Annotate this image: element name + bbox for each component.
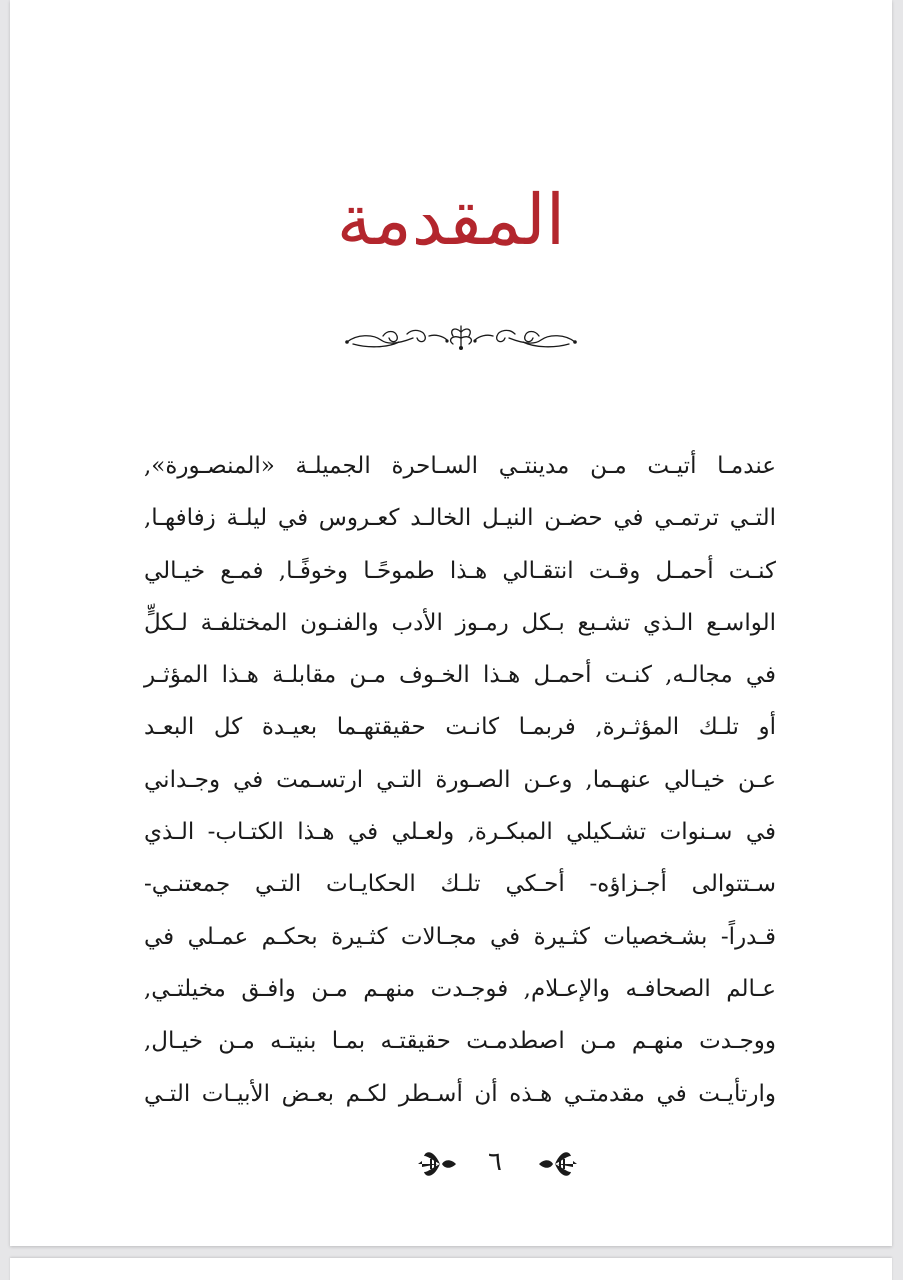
text-line: كنـت أحمـل وقـت انتقـالي هـذا طموحًـا وخوفًـا, فمـع خيـالي <box>144 557 776 584</box>
next-page-edge <box>10 1258 892 1280</box>
fleur-ornament-icon <box>416 1146 458 1182</box>
text-line: الواسـع الـذي تشـبع بـكل رمـوز الأدب والفنـون المختلفـة لـكلٍّ <box>144 609 776 636</box>
text-line: عـن خيـالي عنهـما, وعـن الصـورة التـي ارتسـمت في وجـداني <box>144 766 776 793</box>
page-number: ٦ <box>488 1147 502 1177</box>
text-line: في مجالـه, كنـت أحمـل هـذا الخـوف مـن مقابلـة هـذا المؤثـر <box>144 662 776 689</box>
text-line: قـدراً- بشـخصيات كثـيرة في مجـالات كثـيرة بحكـم عمـلي في <box>144 923 776 950</box>
page-footer <box>10 1140 892 1190</box>
text-line: التـي ترتمـي في حضـن النيـل الخالـد كعـروس في ليلـة زفافهـا, <box>144 505 776 532</box>
decorative-flourish-icon <box>343 320 579 356</box>
fleur-ornament-icon <box>537 1146 579 1182</box>
intro-paragraph <box>144 440 776 1120</box>
page-title: المقدمة <box>336 179 566 261</box>
text-line: عندمـا أتيـت مـن مدينتـي السـاحرة الجميلـة «المنصـورة», <box>144 453 776 479</box>
text-line: ووجـدت منهـم مـن اصطدمـت حقيقتـه بمـا بنيتـه مـن خيـال, <box>144 1028 776 1055</box>
text-line: وارتأيـت في مقدمتـي هـذه أن أسـطر لكـم بعـض الأبيـات التـي <box>144 1080 776 1107</box>
text-line: في سـنوات تشـكيلي المبكـرة, ولعـلي في هـذا الكتـاب- الـذي <box>144 819 776 846</box>
text-line: أو تلـك المؤثـرة, فربمـا كانـت حقيقتهـما بعيـدة كل البعـد <box>144 714 776 741</box>
book-page <box>10 0 892 1246</box>
text-line: سـتتوالى أجـزاؤه- أحـكي تلـك الحكايـات التـي جمعتنـي- <box>144 871 776 898</box>
text-line: عـالم الصحافـه والإعـلام, فوجـدت منهـم مـن وافـق مخيلتـي, <box>144 975 776 1002</box>
